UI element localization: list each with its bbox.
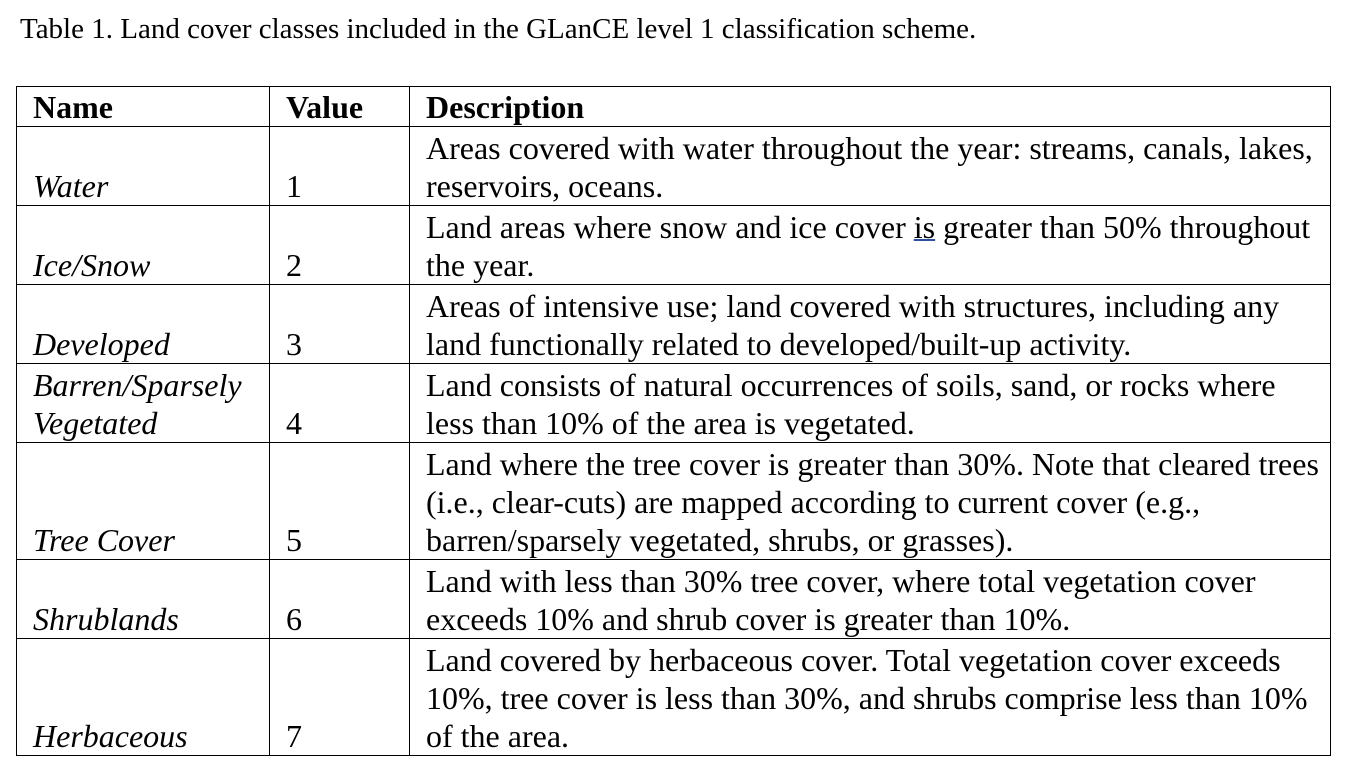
class-description (410, 443, 1331, 560)
class-description (410, 639, 1331, 756)
class-name: Herbaceous (17, 639, 270, 756)
class-description (410, 206, 1331, 285)
description-text: Land covered by herbaceous cover. Total vegetation cover exceeds 10%, tree cover is less than 30%, and shrubs comprise less than 10% of the area. (426, 642, 1308, 754)
description-part: greater than 50% throughout the year. (426, 209, 1311, 283)
description-text: Land with less than 30% tree cover, where total vegetation cover exceeds 10% and shrub cover is greater than 10%. (426, 563, 1256, 637)
class-name: Water (17, 127, 270, 206)
table-row (17, 364, 1331, 443)
class-value: 4 (270, 364, 410, 443)
class-name: Ice/Snow (17, 206, 270, 285)
class-value: 7 (270, 639, 410, 756)
header-description: Description (410, 87, 1331, 127)
class-name: Developed (17, 285, 270, 364)
class-value: 5 (270, 443, 410, 560)
header-name: Name (17, 87, 270, 127)
class-name: Tree Cover (17, 443, 270, 560)
land-cover-table (16, 86, 1331, 756)
table-row (17, 206, 1331, 285)
table-row (17, 127, 1331, 206)
description-text: Areas of intensive use; land covered with structures, including any land functionally related to developed/built-up activity. (426, 288, 1280, 362)
class-name: Shrublands (17, 560, 270, 639)
underlined-word: is (913, 209, 936, 245)
class-value: 1 (270, 127, 410, 206)
table-row (17, 560, 1331, 639)
class-value: 2 (270, 206, 410, 285)
table-row (17, 443, 1331, 560)
description-text: Land where the tree cover is greater than 30%. Note that cleared trees (i.e., clear-cuts) are mapped according to current cover (e.g., barren/sparsely vegetated, shrubs, or grasses). (426, 446, 1319, 558)
class-name: Barren/Sparsely Vegetated (17, 364, 270, 443)
class-description (410, 285, 1331, 364)
class-value: 3 (270, 285, 410, 364)
table-row (17, 639, 1331, 756)
description-text: Areas covered with water throughout the year: streams, canals, lakes, reservoirs, oceans. (426, 130, 1313, 204)
header-value: Value (270, 87, 410, 127)
class-value: 6 (270, 560, 410, 639)
description-text (426, 208, 1330, 284)
description-text: Land consists of natural occurrences of soils, sand, or rocks where less than 10% of the area is vegetated. (426, 367, 1276, 441)
class-description (410, 127, 1331, 206)
table-row (17, 285, 1331, 364)
table-header-row (17, 87, 1331, 127)
class-description (410, 364, 1331, 443)
description-part: Land areas where snow and ice cover (426, 209, 914, 245)
class-description (410, 560, 1331, 639)
table-caption: Table 1. Land cover classes included in the GLanCE level 1 classification scheme. (20, 13, 977, 45)
